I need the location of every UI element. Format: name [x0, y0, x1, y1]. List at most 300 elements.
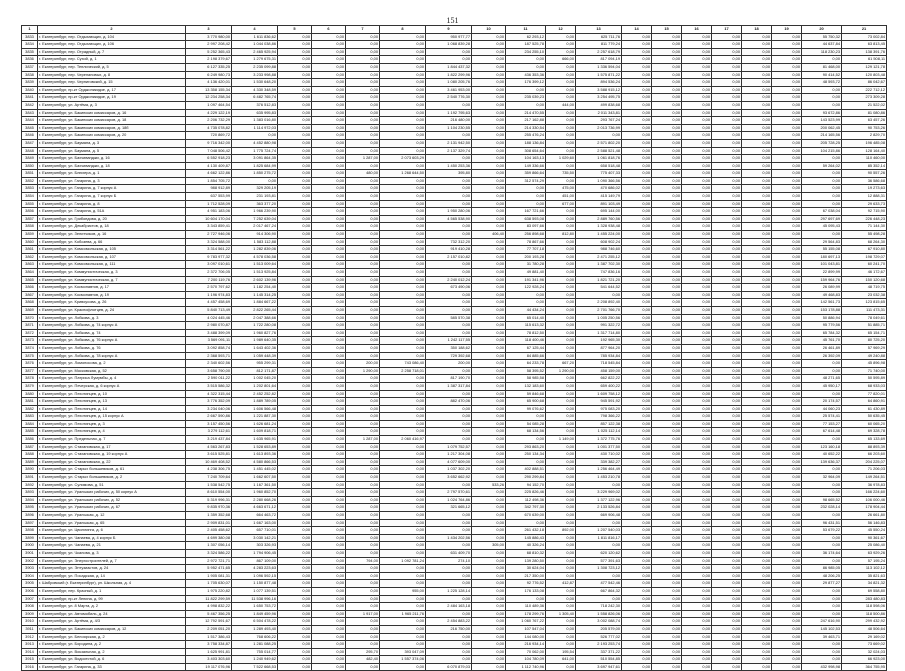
address-cell: г. Екатеринбург, ул. Бакинских комиссаров, д. 20 — [38, 132, 186, 140]
amount-cell: 0,00 — [622, 185, 652, 193]
amount-cell: 25 574,41 — [802, 413, 842, 421]
amount-cell: 176 133,08 — [506, 587, 546, 595]
amount-cell: 0,00 — [278, 63, 312, 71]
amount-cell: 0,00 — [712, 663, 742, 671]
amount-cell: 0,00 — [772, 367, 802, 375]
amount-cell: 0,00 — [772, 542, 802, 550]
amount-cell: 144 080,00 — [506, 633, 546, 641]
address-cell: г. Екатеринбург, ул. Уральских рабочих, д. 67 — [38, 504, 186, 512]
amount-cell: 0,00 — [346, 215, 380, 223]
amount-cell: 0,00 — [546, 177, 576, 185]
table-row — [22, 162, 887, 170]
amount-cell: 216 480,00 — [426, 117, 472, 125]
amount-cell: 0,00 — [278, 466, 312, 474]
row-number-cell: 3876 — [22, 360, 38, 368]
amount-cell: 0,00 — [712, 565, 742, 573]
amount-cell: 430 710,02 — [576, 451, 622, 459]
amount-cell: 0,00 — [622, 124, 652, 132]
amount-cell: 132 183,60 — [506, 382, 546, 390]
amount-cell: 0,00 — [742, 375, 772, 383]
amount-cell: 231 193,81 — [232, 193, 278, 201]
amount-cell: 1 308 723,12 — [576, 565, 622, 573]
amount-cell: 113 102,12 — [842, 565, 887, 573]
amount-cell: 90 361,67 — [842, 534, 887, 542]
row-number-cell: 3893 — [22, 489, 38, 497]
amount-cell: 0,00 — [346, 405, 380, 413]
amount-cell: 0,00 — [712, 86, 742, 94]
amount-cell: 3 770 980,00 — [186, 33, 232, 41]
amount-cell: 0,00 — [772, 177, 802, 185]
amount-cell: 92 715,90 — [842, 208, 887, 216]
amount-cell: 0,00 — [346, 299, 380, 307]
table-row — [22, 633, 887, 641]
row-number-cell: 3835 — [22, 48, 38, 56]
amount-cell: 0,00 — [682, 117, 712, 125]
amount-cell: 0,00 — [682, 504, 712, 512]
amount-cell: 0,00 — [472, 63, 506, 71]
amount-cell: 29 169,02 — [842, 633, 887, 641]
amount-cell: 3 234 040,06 — [186, 405, 232, 413]
amount-cell: 90 557,26 — [842, 170, 887, 178]
amount-cell: 0,00 — [622, 549, 652, 557]
amount-cell: 64 860,91 — [842, 398, 887, 406]
amount-cell: 0,00 — [682, 155, 712, 163]
amount-cell: 3 652 662,92 — [426, 474, 472, 482]
amount-cell: 0,00 — [346, 496, 380, 504]
amount-cell: 0,00 — [772, 231, 802, 239]
amount-cell: 0,00 — [712, 405, 742, 413]
row-number-cell: 3897 — [22, 519, 38, 527]
amount-cell: 0,00 — [712, 291, 742, 299]
table-row — [22, 603, 887, 611]
amount-cell: 0,00 — [742, 398, 772, 406]
amount-cell: 0,00 — [622, 367, 652, 375]
amount-cell: 585 570,38 — [426, 314, 472, 322]
table-row — [22, 337, 887, 345]
amount-cell: 0,00 — [546, 109, 576, 117]
amount-cell: 0,00 — [312, 63, 346, 71]
amount-cell: 1 202 801,64 — [232, 382, 278, 390]
amount-cell: 283 480,83 — [842, 595, 887, 603]
amount-cell: 2 454 883,22 — [426, 618, 472, 626]
amount-cell: 2 258 718,01 — [380, 367, 426, 375]
amount-cell: 86 985,05 — [802, 565, 842, 573]
amount-cell: 0,00 — [278, 269, 312, 277]
table-row — [22, 512, 887, 520]
amount-cell: 0,00 — [506, 413, 546, 421]
amount-cell: 81 080,86 — [842, 109, 887, 117]
amount-cell: 0,00 — [712, 572, 742, 580]
amount-cell: 0,00 — [652, 284, 682, 292]
row-number-cell: 3858 — [22, 223, 38, 231]
amount-cell: 45 550,24 — [842, 527, 887, 535]
amount-cell: 0,00 — [682, 269, 712, 277]
amount-cell: 0,00 — [278, 344, 312, 352]
address-cell: г. Екатеринбург, ул. 8 Марта, д. 2 — [38, 603, 186, 611]
amount-cell: 0,00 — [682, 405, 712, 413]
amount-cell: 0,00 — [546, 344, 576, 352]
table-row — [22, 549, 887, 557]
amount-cell: 0,00 — [232, 132, 278, 140]
amount-cell: 0,00 — [622, 200, 652, 208]
amount-cell: 798 366,22 — [576, 413, 622, 421]
amount-cell: 0,00 — [652, 610, 682, 618]
amount-cell: 62 293,12 — [506, 33, 546, 41]
amount-cell: 0,00 — [472, 306, 506, 314]
amount-cell: 0,00 — [472, 238, 506, 246]
amount-cell: 0,00 — [742, 390, 772, 398]
amount-cell: 0,00 — [278, 436, 312, 444]
amount-cell: 0,00 — [346, 466, 380, 474]
amount-cell: 0,00 — [312, 132, 346, 140]
amount-cell: 0,00 — [380, 534, 426, 542]
amount-cell: 0,00 — [622, 382, 652, 390]
amount-cell: 3 461 953,00 — [426, 86, 472, 94]
amount-cell: 0,00 — [682, 94, 712, 102]
amount-cell: 0,00 — [772, 48, 802, 56]
amount-cell: 0,00 — [312, 101, 346, 109]
amount-cell: 0,00 — [622, 155, 652, 163]
amount-cell: 6 552 918,23 — [186, 155, 232, 163]
amount-cell: 0,00 — [546, 451, 576, 459]
amount-cell: 0,00 — [472, 360, 506, 368]
address-cell: г. Екатеринбург, ул. Пехотинцев, д. 15 корпус А — [38, 413, 186, 421]
amount-cell: 214 330,54 — [506, 124, 546, 132]
row-number-cell: 3838 — [22, 71, 38, 79]
amount-cell: 0,00 — [742, 519, 772, 527]
amount-cell: 0,00 — [426, 155, 472, 163]
amount-cell: 3 097 010,61 — [186, 261, 232, 269]
amount-cell: 0,00 — [772, 79, 802, 87]
amount-cell: 0,00 — [380, 185, 426, 193]
amount-cell: 0,00 — [742, 618, 772, 626]
amount-cell: 0,00 — [312, 329, 346, 337]
amount-cell: 2 060 416,97 — [380, 436, 426, 444]
amount-cell: 1 643 402,36 — [232, 344, 278, 352]
amount-cell: 0,00 — [278, 238, 312, 246]
amount-cell: 1 225 128,14 — [426, 587, 472, 595]
amount-cell: 2 137 329,74 — [426, 147, 472, 155]
amount-cell: 0,00 — [622, 132, 652, 140]
amount-cell: 44 060,23 — [802, 405, 842, 413]
amount-cell: 499 838,68 — [576, 101, 622, 109]
amount-cell: 0,00 — [278, 625, 312, 633]
amount-cell: 67 038,04 — [802, 208, 842, 216]
amount-cell: 0,00 — [312, 565, 346, 573]
amount-cell: 0,00 — [622, 352, 652, 360]
amount-cell: 0,00 — [346, 580, 380, 588]
amount-cell: 0,00 — [712, 504, 742, 512]
amount-cell: 0,00 — [380, 139, 426, 147]
amount-cell: 1 059 448,39 — [232, 352, 278, 360]
amount-cell: 13 358 155,34 — [186, 86, 232, 94]
row-number-cell: 3906 — [22, 587, 38, 595]
amount-cell: 0,00 — [652, 656, 682, 664]
amount-cell: 255 476,24 — [506, 132, 546, 140]
amount-cell: 637 553,99 — [186, 193, 232, 201]
amount-cell: 0,00 — [380, 474, 426, 482]
table-row — [22, 223, 887, 231]
amount-cell: 0,00 — [682, 48, 712, 56]
amount-cell: 0,00 — [712, 375, 742, 383]
amount-cell: 0,00 — [278, 223, 312, 231]
amount-cell: 0,00 — [742, 200, 772, 208]
amount-cell: 20 174,57 — [802, 398, 842, 406]
address-cell: г. Екатеринбург, ул. Пехотинцев, д. 10 — [38, 390, 186, 398]
amount-cell: 0,00 — [312, 79, 346, 87]
amount-cell: 0,00 — [472, 504, 506, 512]
amount-cell: 0,00 — [772, 246, 802, 254]
amount-cell: 620 120,62 — [576, 549, 622, 557]
amount-cell: 0,00 — [506, 519, 546, 527]
column-number-header: 8 — [380, 26, 426, 34]
amount-cell: 0,00 — [346, 200, 380, 208]
amount-cell: 1 242 117,55 — [426, 337, 472, 345]
amount-cell: 0,00 — [652, 663, 682, 671]
amount-cell: 477 542,46 — [576, 580, 622, 588]
amount-cell: 0,00 — [742, 595, 772, 603]
amount-cell: 2 073 603,29 — [380, 155, 426, 163]
amount-cell: 36 174,64 — [802, 549, 842, 557]
amount-cell: 0,00 — [682, 246, 712, 254]
amount-cell: 0,00 — [278, 390, 312, 398]
amount-cell: 0,00 — [546, 322, 576, 330]
amount-cell: 138 391,76 — [842, 48, 887, 56]
amount-cell: 480,00 — [346, 170, 380, 178]
table-row — [22, 56, 887, 64]
amount-cell: 308 654,64 — [506, 147, 546, 155]
amount-cell: 0,00 — [712, 360, 742, 368]
amount-cell: 0,00 — [312, 360, 346, 368]
amount-cell: 0,00 — [772, 71, 802, 79]
amount-cell: 145 102,53 — [802, 625, 842, 633]
amount-cell: 2 011 343,81 — [576, 109, 622, 117]
amount-cell: 0,00 — [742, 291, 772, 299]
amount-cell: 0,00 — [472, 405, 506, 413]
amount-cell: 0,00 — [622, 496, 652, 504]
amount-cell: 3 343 859,41 — [186, 223, 232, 231]
amount-cell: 0,00 — [712, 261, 742, 269]
amount-cell: 0,00 — [278, 557, 312, 565]
amount-cell: 0,00 — [622, 610, 652, 618]
amount-cell: 192 965,30 — [576, 337, 622, 345]
amount-cell: 0,00 — [622, 246, 652, 254]
amount-cell: 1 517 386,43 — [186, 633, 232, 641]
amount-cell: 0,00 — [682, 595, 712, 603]
row-number-cell: 3890 — [22, 466, 38, 474]
table-row — [22, 276, 887, 284]
row-number-cell: 3873 — [22, 337, 38, 345]
amount-cell: 48 206,25 — [802, 572, 842, 580]
address-cell: г. Екатеринбург, ул. Гагарина, д. 8 — [38, 200, 186, 208]
amount-cell: 104 780,09 — [506, 656, 546, 664]
amount-cell: 4 229 122,19 — [186, 109, 232, 117]
amount-cell: 0,00 — [742, 48, 772, 56]
amount-cell: 0,00 — [546, 139, 576, 147]
amount-cell: 9 783 977,32 — [186, 253, 232, 261]
amount-cell: 4 457 458,69 — [186, 299, 232, 307]
row-number-cell: 3836 — [22, 56, 38, 64]
amount-cell: 0,00 — [622, 587, 652, 595]
amount-cell: 1 080 205,76 — [426, 79, 472, 87]
amount-cell: 299 432,92 — [842, 618, 887, 626]
amount-cell: 217 162,88 — [506, 117, 546, 125]
amount-cell: 1 849 459,96 — [232, 610, 278, 618]
table-row — [22, 489, 887, 497]
amount-cell: 0,00 — [546, 208, 576, 216]
amount-cell: 0,00 — [380, 223, 426, 231]
amount-cell: 1 282 839,06 — [232, 246, 278, 254]
table-row — [22, 390, 887, 398]
address-cell: г. Екатеринбург, ул. Вокзальная, д. 2 — [38, 648, 186, 656]
amount-cell: 0,00 — [546, 223, 576, 231]
amount-cell: 2 471 255,12 — [576, 253, 622, 261]
column-number-header: 20 — [802, 26, 842, 34]
amount-cell: 0,00 — [712, 79, 742, 87]
amount-cell: 0,00 — [712, 33, 742, 41]
amount-cell: 214 470,55 — [506, 109, 546, 117]
address-cell: г. Екатеринбург, пер. Красный, д. 1 — [38, 587, 186, 595]
amount-cell: 533,26 — [472, 481, 506, 489]
amount-cell: 0,00 — [772, 33, 802, 41]
amount-cell: 0,00 — [712, 94, 742, 102]
amount-cell: 667 864,32 — [576, 587, 622, 595]
amount-cell: 1 575 871,22 — [576, 71, 622, 79]
amount-cell: 0,00 — [742, 466, 772, 474]
amount-cell: 68 933,03 — [842, 382, 887, 390]
amount-cell: 0,00 — [652, 276, 682, 284]
amount-cell: 0,00 — [772, 451, 802, 459]
amount-cell: 0,00 — [278, 367, 312, 375]
amount-cell: 1 372 775,76 — [576, 436, 622, 444]
amount-cell: 0,00 — [472, 663, 506, 671]
amount-cell: 0,00 — [426, 101, 472, 109]
amount-cell: 0,00 — [682, 641, 712, 649]
amount-cell: 0,00 — [380, 344, 426, 352]
amount-cell: 0,00 — [622, 595, 652, 603]
amount-cell: 0,00 — [622, 663, 652, 671]
table-row — [22, 572, 887, 580]
amount-cell: 29 633,73 — [842, 200, 887, 208]
amount-cell: 0,00 — [622, 314, 652, 322]
amount-cell: 0,00 — [380, 329, 426, 337]
amount-cell: 0,00 — [712, 132, 742, 140]
amount-cell: 0,00 — [380, 466, 426, 474]
amount-cell: 0,00 — [426, 231, 472, 239]
amount-cell: 0,00 — [622, 565, 652, 573]
address-cell: г. Екатеринбург, ул. Предельная, д. 7 — [38, 436, 186, 444]
amount-cell: 0,00 — [380, 625, 426, 633]
amount-cell: 0,00 — [652, 41, 682, 49]
amount-cell: 49 468,83 — [802, 291, 842, 299]
amount-cell: 0,00 — [742, 512, 772, 520]
amount-cell: 0,00 — [312, 231, 346, 239]
amount-cell: 0,00 — [712, 489, 742, 497]
amount-cell: 0,00 — [802, 155, 842, 163]
amount-cell: 0,00 — [472, 41, 506, 49]
amount-cell: 67 910,80 — [842, 246, 887, 254]
amount-cell: 0,00 — [312, 549, 346, 557]
amount-cell: 0,00 — [772, 56, 802, 64]
amount-cell: 0,00 — [472, 117, 506, 125]
amount-cell: 0,00 — [346, 56, 380, 64]
amount-cell: 0,00 — [742, 170, 772, 178]
row-number-cell: 3866 — [22, 284, 38, 292]
amount-cell: 95 779,56 — [802, 322, 842, 330]
address-cell: г. Екатеринбург, ул. Блюхера, д. 1 — [38, 170, 186, 178]
amount-cell: 0,00 — [682, 101, 712, 109]
amount-cell: 0,00 — [622, 436, 652, 444]
table-row — [22, 208, 887, 216]
amount-cell: 0,00 — [622, 41, 652, 49]
amount-cell: 0,00 — [682, 124, 712, 132]
amount-cell: 61 430,89 — [842, 405, 887, 413]
amount-cell: 63 813,45 — [842, 41, 887, 49]
amount-cell: 0,00 — [546, 420, 576, 428]
amount-cell: 0,00 — [346, 94, 380, 102]
amount-cell: 0,00 — [682, 238, 712, 246]
amount-cell: 1 451 445,02 — [232, 466, 278, 474]
amount-cell: 0,00 — [576, 572, 622, 580]
address-cell: г. Екатеринбург, ул. Лобкова, д. 74 корпус А — [38, 322, 186, 330]
amount-cell: 46 172,67 — [842, 269, 887, 277]
amount-cell: 0,00 — [772, 284, 802, 292]
amount-cell: 0,00 — [622, 261, 652, 269]
amount-cell: 0,00 — [278, 291, 312, 299]
amount-cell: 0,00 — [712, 557, 742, 565]
amount-cell: 1 377 122,96 — [576, 496, 622, 504]
amount-cell: 0,00 — [278, 284, 312, 292]
amount-cell: 0,00 — [278, 496, 312, 504]
amount-cell: 1 002 045,20 — [232, 375, 278, 383]
amount-cell: 0,00 — [380, 641, 426, 649]
row-number-cell: 3849 — [22, 155, 38, 163]
address-cell: г. Екатеринбург, пр-кт Ленина, д. 99 — [38, 595, 186, 603]
amount-cell: 329 205,19 — [232, 185, 278, 193]
amount-cell: 1 455 224,00 — [576, 231, 622, 239]
amount-cell: 128 164,40 — [842, 147, 887, 155]
amount-cell: 0,00 — [712, 549, 742, 557]
amount-cell: 0,00 — [380, 565, 426, 573]
amount-cell: 0,00 — [278, 261, 312, 269]
amount-cell: 149 336,66 — [506, 162, 546, 170]
amount-cell: 2 047 388,66 — [232, 314, 278, 322]
row-number-cell: 3892 — [22, 481, 38, 489]
amount-cell: 735,50 — [546, 170, 576, 178]
amount-cell: 0,00 — [652, 231, 682, 239]
row-number-cell: 3833 — [22, 33, 38, 41]
amount-cell: 3 658 790,00 — [186, 367, 232, 375]
amount-cell: 0,00 — [742, 41, 772, 49]
amount-cell: 2 727 946,06 — [186, 231, 232, 239]
amount-cell: 77 153,27 — [802, 420, 842, 428]
amount-cell: 0,00 — [652, 458, 682, 466]
amount-cell: 0,00 — [742, 344, 772, 352]
amount-cell: 78 867,66 — [506, 238, 546, 246]
amount-cell: 0,00 — [622, 63, 652, 71]
amount-cell: 0,00 — [772, 648, 802, 656]
amount-cell: 1 822 299,96 — [426, 71, 472, 79]
amount-cell: 0,00 — [472, 572, 506, 580]
amount-cell: 1 060 767,22 — [506, 618, 546, 626]
amount-cell: 0,00 — [682, 208, 712, 216]
amount-cell: 0,00 — [712, 71, 742, 79]
amount-cell: 0,00 — [622, 656, 652, 664]
amount-cell: 67 125,44 — [506, 344, 546, 352]
amount-cell: 0,00 — [546, 306, 576, 314]
amount-cell: 0,00 — [380, 41, 426, 49]
address-cell: г. Екатеринбург, ул. Бауманa, д. 5 — [38, 147, 186, 155]
